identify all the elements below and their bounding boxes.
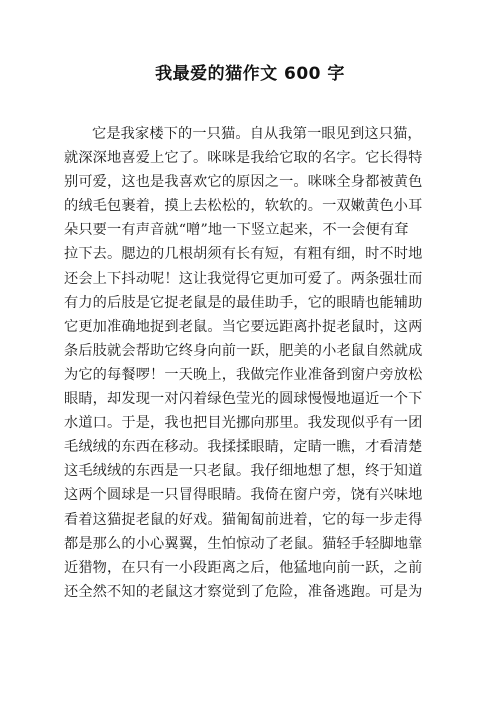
essay-line: 这毛绒绒的东西是一只老鼠。我仔细地想了想，终于知道 — [64, 463, 423, 480]
essay-line: 别可爱，这也是我喜欢它的原因之一。咪咪全身都被黄色 — [64, 174, 423, 191]
essay-line: 眼睛，却发现一对闪着绿色莹光的圆球慢慢地逼近一个下 — [64, 391, 423, 408]
essay-line: 它是我家楼下的一只猫。自从我第一眼见到这只猫， — [92, 126, 422, 142]
essay-line: 水道口。于是，我也把目光挪向那里。我发现似乎有一团 — [64, 415, 423, 432]
essay-line: 都是那么的小心翼翼，生怕惊动了老鼠。猫轻手轻脚地靠 — [64, 535, 423, 552]
essay-line: 看着这猫捉老鼠的好戏。猫匍匐前进着，它的每一步走得 — [64, 511, 423, 528]
essay-line: 它更加准确地捉到老鼠。当它要远距离扑捉老鼠时，这两 — [64, 318, 423, 335]
essay-line: 拉下去。腮边的几根胡须有长有短，有粗有细，时不时地 — [64, 246, 423, 263]
essay-line: 的绒毛包裹着，摸上去松松的，软软的。一双嫩黄色小耳 — [64, 198, 423, 215]
essay-line: 条后肢就会帮助它终身向前一跃，肥美的小老鼠自然就成 — [64, 342, 423, 359]
essay-line: 有力的后肢是它捉老鼠是的最佳助手，它的眼睛也能辅助 — [64, 294, 423, 311]
essay-line: 近猎物，在只有一小段距离之后，他猛地向前一跃，之前 — [64, 559, 423, 576]
essay-line: 为它的每餐啰！一天晚上，我做完作业准备到窗户旁放松 — [64, 366, 423, 383]
essay-line: 还会上下抖动呢！这让我觉得它更加可爱了。两条强壮而 — [64, 270, 423, 287]
page-title: 我最爱的猫作文 600 字 — [155, 64, 345, 84]
essay-body — [64, 122, 436, 604]
essay-line: 朵只要一有声音就“噌”地一下竖立起来，不一会便有耷 — [64, 222, 409, 239]
essay-line: 这两个圆球是一只冒得眼睛。我倚在窗户旁，饶有兴味地 — [64, 487, 423, 504]
essay-line: 毛绒绒的东西在移动。我揉揉眼睛，定睛一瞧，才看清楚 — [64, 439, 423, 456]
essay-line: 就深深地喜爱上它了。咪咪是我给它取的名字。它长得特 — [64, 150, 423, 167]
essay-line: 还全然不知的老鼠这才察觉到了危险，准备逃跑。可是为 — [64, 583, 423, 600]
